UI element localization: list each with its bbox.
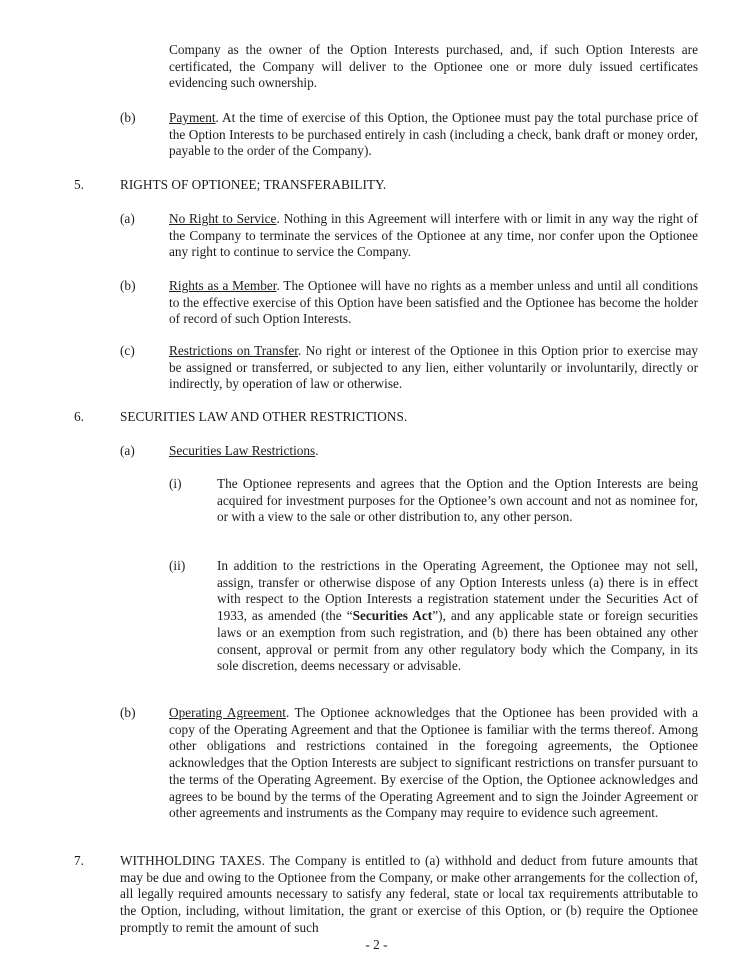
item-6b-heading: Operating Agreement bbox=[169, 705, 286, 720]
item-6a-label: (a) bbox=[120, 443, 135, 458]
item-6a-paragraph bbox=[169, 443, 319, 460]
item-5c-heading: Restrictions on Transfer bbox=[169, 343, 298, 358]
section-6-number: 6. bbox=[74, 409, 84, 424]
section-7-paragraph bbox=[120, 853, 698, 937]
item-5a-text: . Nothing in this Agreement will interfere with or limit in any way the right of the Company to terminate the services of the Optionee at any time, nor confer upon the Optionee any right to continue to service the Company. bbox=[169, 211, 698, 260]
item-5a-heading: No Right to Service bbox=[169, 211, 277, 226]
section-5-title: RIGHTS OF OPTIONEE; TRANSFERABILITY. bbox=[120, 177, 387, 192]
item-6a-i-paragraph: The Optionee represents and agrees that the Option and the Option Interests are being acquired for investment purposes for the Optionee’s own account and not as nominee for, or with a view to the sale or other distribution to, any other person. bbox=[217, 476, 698, 525]
item-6b-paragraph bbox=[169, 705, 698, 822]
item-5b-heading: Rights as a Member bbox=[169, 278, 277, 293]
section-7-number: 7. bbox=[74, 853, 84, 868]
item-6a-i-label: (i) bbox=[169, 476, 182, 491]
page-number: - 2 - bbox=[365, 937, 388, 952]
item-5c-paragraph bbox=[169, 343, 698, 393]
item-5c-label: (c) bbox=[120, 343, 135, 358]
section-7-title: WITHHOLDING TAXES. bbox=[120, 853, 265, 868]
item-6a-heading: Securities Law Restrictions bbox=[169, 443, 316, 458]
item-6b-label: (b) bbox=[120, 705, 136, 720]
item-5a-paragraph bbox=[169, 211, 698, 261]
item-5b-text: . The Optionee will have no rights as a member unless and until all conditions to the effective exercise of this Option have been satisfied and the Optionee has become the holder of record of such Option Interests. bbox=[169, 278, 698, 327]
item-5c-text: . No right or interest of the Optionee in this Option prior to exercise may be assigned or transferred, or subjected to any lien, either voluntarily or involuntarily, directly or indirectly, by operation of law or otherwise. bbox=[169, 343, 698, 392]
item-6a-heading-end: . bbox=[315, 443, 319, 458]
section-5-number: 5. bbox=[74, 177, 84, 192]
item-6a-ii-paragraph bbox=[217, 558, 698, 675]
item-4b-heading: Payment bbox=[169, 110, 216, 125]
continuation-paragraph: Company as the owner of the Option Interests purchased, and, if such Option Interests are certificated, the Company will deliver to the Optionee one or more duly issued certificates evidencing such ownership. bbox=[169, 42, 698, 91]
item-6b-text: . The Optionee acknowledges that the Optionee has been provided with a copy of the Operating Agreement and that the Optionee is familiar with the terms thereof. Among other obligations and restrictions contained in the foregoing agreements, the Optionee acknowledges that the Option Interests are subject to significant restrictions on transfer pursuant to the terms of the Operating Agreement. By exercise of the Option, the Optionee acknowledges and agrees to be bound by the terms of the Operating Agreement and to sign the Joinder Agreement or other agreements and instruments as the Company may require to evidence such agreement. bbox=[169, 705, 698, 821]
securities-act-term: Securities Act bbox=[352, 608, 433, 624]
item-4b-label: (b) bbox=[120, 110, 136, 125]
item-4b-text: . At the time of exercise of this Option, the Optionee must pay the total purchase price of the Option Interests to be purchased entirely in cash (including a check, bank draft or money order, payable to the order of the Company). bbox=[169, 110, 698, 159]
item-5b-label: (b) bbox=[120, 278, 136, 293]
item-4b-paragraph bbox=[169, 110, 698, 160]
section-6-title: SECURITIES LAW AND OTHER RESTRICTIONS. bbox=[120, 409, 408, 424]
section-7-text: The Company is entitled to (a) withhold and deduct from future amounts that may be due and owing to the Optionee from the Company, or make other arrangements for the collection of, all legally required amounts necessary to satisfy any federal, state or local tax requirements attributable to the Option, including, without limitation, the grant or exercise of this Option, or (b) require the Optionee promptly to remit the amount of such bbox=[120, 853, 698, 935]
item-6a-ii-text-before: In addition to the restrictions in the Operating Agreement, the Optionee may not sell, assign, transfer or otherwise dispose of any Option Interests unless (a) there is in effect with respect to the Option Interests a registration statement under the Securities Act of 1933, as amended (the “ bbox=[217, 558, 698, 624]
item-5a-label: (a) bbox=[120, 211, 135, 226]
item-6a-ii-label: (ii) bbox=[169, 558, 186, 573]
item-5b-paragraph bbox=[169, 278, 698, 328]
item-6a-ii-text-after: ”), and any applicable state or foreign securities laws or an exemption from such registration, and (b) there has been obtained any other consent, approval or permit from any other regulatory body which the Company, in its sole discretion, deems necessary or advisable. bbox=[217, 608, 698, 674]
